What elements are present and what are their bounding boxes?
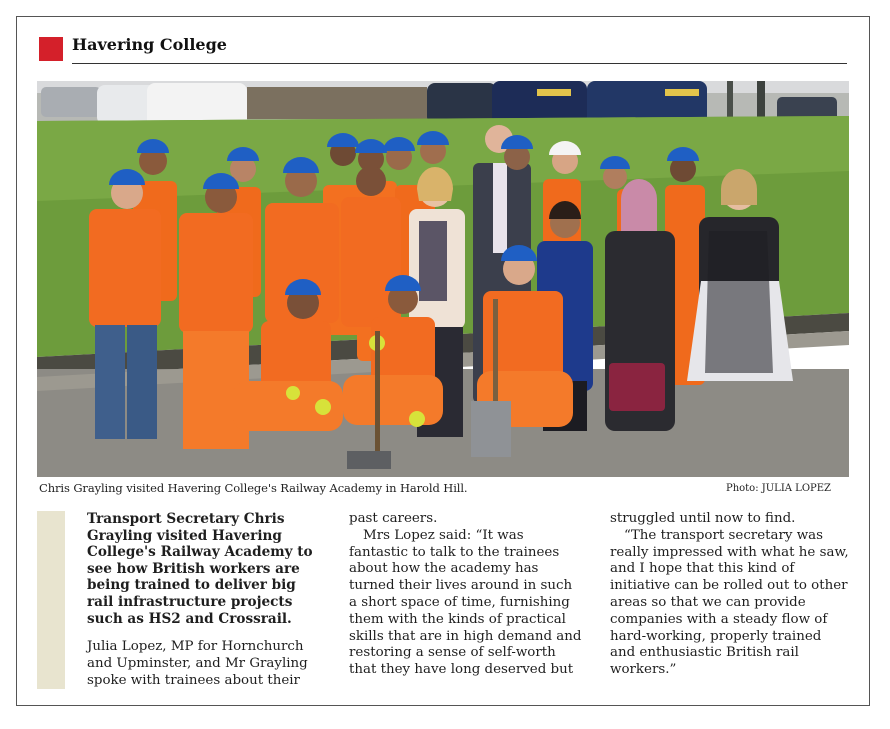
article-lead: Transport Secretary Chris Grayling visited Havering College's Railway Academy to see how British workers are being trained to deliver big rail infrastructure projects such as HS2 and Crossrail. <box>87 511 313 627</box>
article-body-col3-p1: struggled until now to find. <box>610 511 796 526</box>
article-body-col3-p2: “The transport secretary was really impressed with what he saw, and I hope that this kind of initiative can be rolled out to other areas so that we can provide companies with a steady flow of hard-working, properly trained and enthusiastic British rail workers.” <box>610 527 849 678</box>
group-photo <box>37 81 849 477</box>
section-rule <box>72 63 847 64</box>
article-column-3 <box>610 511 850 679</box>
article-column-1 <box>87 511 322 690</box>
photo-illustration <box>37 81 849 477</box>
article-body-col1: Julia Lopez, MP for Hornchurch and Upminster, and Mr Grayling spoke with trainees about their <box>87 639 308 688</box>
article-column-2 <box>349 511 584 679</box>
article-body-col2-p2: Mrs Lopez said: “It was fantastic to talk to the trainees about how the academy has turned their lives around in such a short space of time, furnishing them with the kinds of practical skills that are in high demand and restoring a sense of self-worth that they have long deserved but <box>349 527 582 678</box>
section-title: Havering College <box>72 35 227 54</box>
section-marker <box>39 37 63 61</box>
article-body-col2-p1: past careers. <box>349 511 438 526</box>
lead-sidebar-bar <box>37 511 65 689</box>
photo-caption: Chris Grayling visited Havering College's Railway Academy in Harold Hill. <box>39 481 468 495</box>
article-frame <box>16 16 870 706</box>
photo-credit: Photo: JULIA LOPEZ <box>725 483 831 494</box>
